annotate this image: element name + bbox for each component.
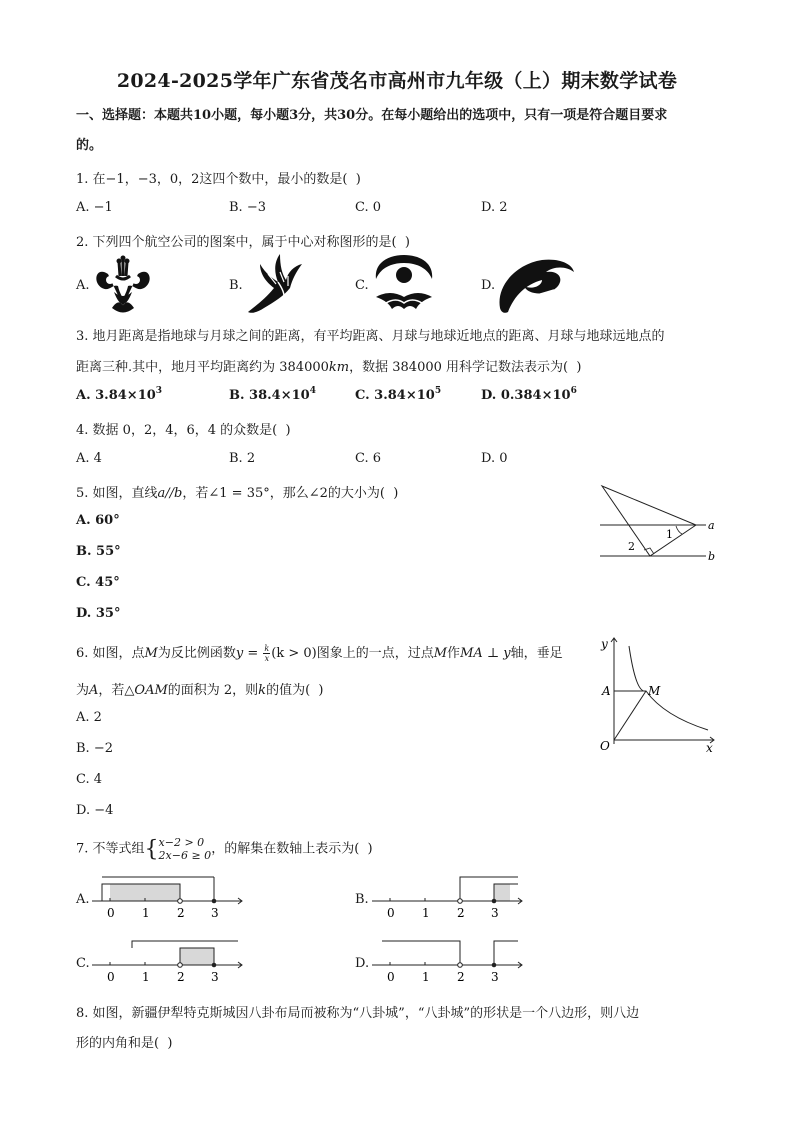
q5-stem	[76, 482, 398, 501]
q7-system: {	[144, 836, 159, 862]
q6-var-k: k	[258, 683, 267, 698]
q6-option-d[interactable]: D. −4	[76, 803, 114, 818]
q6-option-c[interactable]: C. 4	[76, 772, 103, 787]
tick-0: 0	[387, 906, 395, 920]
q6-var-y: y	[235, 646, 244, 661]
q5-option-a[interactable]: A. 60°	[76, 513, 120, 528]
triangle-ruler	[602, 486, 696, 556]
q6-var-m2: M	[433, 646, 448, 661]
q6-var-oam: OAM	[134, 683, 168, 698]
label-M: M	[648, 684, 661, 698]
q3-line1: 3. 地月距离是指地球与月球之间的距离，有平均距离、月球与地球近地点的距离、月球与地球远地点的	[76, 329, 665, 344]
q6-text-a: 6. 如图，点	[76, 646, 145, 661]
q7-ineq-2: 2x−6 ≥ 0	[158, 849, 212, 862]
label-y: y	[601, 637, 608, 651]
q3-option-b-base: B. 38.4×10	[229, 388, 310, 403]
q4-option-d[interactable]: D. 0	[481, 451, 508, 466]
q3-line2	[76, 356, 581, 375]
tick-3: 3	[491, 970, 499, 984]
q3-option-c-base: C. 3.84×10	[355, 388, 435, 403]
q5-option-b[interactable]: B. 55°	[76, 544, 121, 559]
section-instruction-line2: 的。	[76, 138, 103, 153]
q7-inequalities	[159, 836, 212, 862]
tick-1: 1	[422, 906, 430, 920]
q3-option-b-exp: 4	[309, 386, 316, 396]
q3-option-a[interactable]	[76, 388, 162, 403]
q3-option-c-exp: 5	[434, 386, 442, 396]
q6-fraction	[263, 644, 270, 663]
label-A: A	[602, 684, 611, 698]
q6-text-i: 的面积为 2，则	[167, 683, 259, 698]
numberline-d	[372, 938, 528, 984]
tick-3: 3	[211, 906, 219, 920]
q6-text-c: 图象上的一点，过点	[316, 646, 434, 661]
q6-text-f: 轴，垂足	[510, 646, 563, 661]
q3-option-a-exp: 3	[155, 386, 163, 396]
tick-1: 1	[142, 970, 150, 984]
q4-option-c[interactable]: C. 6	[355, 451, 382, 466]
logo-a-image	[90, 256, 156, 316]
q6-option-b[interactable]: B. −2	[76, 741, 113, 756]
q3-option-b[interactable]	[229, 388, 316, 403]
numberline-c	[92, 938, 248, 984]
q5-stem-b: ，若∠1 = 35°，那么∠2的大小为( )	[182, 486, 399, 501]
q3-option-d-exp: 6	[570, 386, 577, 396]
q7-option-d[interactable]: D.	[355, 956, 370, 971]
q4-option-a[interactable]: A. 4	[76, 451, 102, 466]
q7-option-c[interactable]: C.	[76, 956, 90, 971]
q2-option-b[interactable]: B.	[229, 278, 243, 293]
q3-option-d[interactable]	[481, 388, 577, 403]
q4-option-b[interactable]: B. 2	[229, 451, 256, 466]
q7-stem	[76, 836, 373, 862]
logo-b-image	[244, 252, 304, 318]
q5-figure	[596, 482, 720, 568]
q1-stem: 1. 在−1，−3，0，2这四个数中，最小的数是( )	[76, 172, 361, 187]
q3-option-d-base: D. 0.384×10	[481, 388, 571, 403]
q1-option-b[interactable]: B. −3	[229, 200, 266, 215]
tick-1: 1	[142, 906, 150, 920]
logo-d-image	[496, 256, 576, 316]
tick-1: 1	[422, 970, 430, 984]
hyperbola-curve	[629, 646, 708, 730]
q6-line2	[76, 679, 323, 698]
q6-text-g: 为	[76, 683, 90, 698]
q7-stem-b: ，的解集在数轴上表示为( )	[211, 841, 373, 857]
q2-option-a[interactable]: A.	[76, 278, 90, 293]
q3-option-c[interactable]	[355, 388, 441, 403]
q6-text-h: ，若△	[98, 683, 135, 698]
q6-var-a: A	[89, 683, 99, 698]
q5-option-c[interactable]: C. 45°	[76, 575, 120, 590]
q6-perp: ⊥	[482, 646, 504, 661]
tick-2: 2	[457, 906, 465, 920]
q1-option-c[interactable]: C. 0	[355, 200, 382, 215]
numberline-b	[372, 874, 528, 920]
numberline-a	[92, 874, 248, 920]
label-x: x	[706, 741, 713, 755]
q7-ineq-1: x−2 > 0	[158, 836, 205, 849]
angle-1-label: 1	[666, 528, 673, 541]
tick-0: 0	[387, 970, 395, 984]
tick-3: 3	[491, 906, 499, 920]
q3-unit: km	[328, 360, 350, 375]
q3-line2-a: 距离三种.其中，地月平均距离约为 384000	[76, 360, 329, 375]
label-O: O	[600, 739, 610, 753]
tick-2: 2	[177, 906, 185, 920]
q6-frac-den: x	[264, 654, 270, 663]
logo-c-image	[370, 253, 438, 315]
q5-stem-var: a//b	[157, 486, 183, 501]
q6-text-b: 为反比例函数	[157, 646, 236, 661]
q6-var-m: M	[144, 646, 158, 661]
q6-var-y2: y	[503, 646, 511, 661]
q3-option-a-base: A. 3.84×10	[76, 388, 156, 403]
q8-line1: 8. 如图，新疆伊犁特克斯城因八卦布局而被称为“八卦城”，“八卦城”的形状是一个八边形，则八边	[76, 1006, 640, 1021]
q5-stem-a: 5. 如图，直线	[76, 486, 158, 501]
q6-line1	[76, 642, 563, 663]
q7-stem-a: 7. 不等式组	[76, 841, 145, 857]
tick-0: 0	[107, 970, 115, 984]
q6-var-ma: MA	[460, 646, 483, 661]
tick-2: 2	[177, 970, 185, 984]
q4-stem: 4. 数据 0，2，4，6，4 的众数是( )	[76, 423, 291, 438]
q6-figure	[594, 632, 724, 756]
q2-option-c[interactable]: C.	[355, 278, 369, 293]
q1-option-d[interactable]: D. 2	[481, 200, 508, 215]
tick-2: 2	[457, 970, 465, 984]
label-a: a	[708, 519, 715, 532]
q8-line2: 形的内角和是( )	[76, 1036, 173, 1051]
section-instruction-line1: 一、选择题：本题共10小题，每小题3分，共30分。在每小题给出的选项中，只有一项是符合题目要求	[76, 108, 668, 123]
page-title: 2024-2025学年广东省茂名市高州市九年级（上）期末数学试卷	[116, 70, 678, 92]
q6-cond: (k > 0)	[271, 646, 317, 661]
q6-text-j: 的值为( )	[266, 683, 324, 698]
q6-frac-num: k	[264, 644, 270, 653]
angle-2-label: 2	[628, 540, 635, 553]
q6-option-a[interactable]: A. 2	[76, 710, 102, 725]
q2-stem: 2. 下列四个航空公司的图案中，属于中心对称图形的是( )	[76, 235, 410, 250]
tick-0: 0	[107, 906, 115, 920]
q1-option-a[interactable]: A. −1	[76, 200, 113, 215]
q6-text-d: 作	[447, 646, 461, 661]
q5-option-d[interactable]: D. 35°	[76, 606, 121, 621]
label-b: b	[708, 550, 716, 563]
q7-option-a[interactable]: A.	[76, 892, 90, 907]
q2-option-d[interactable]: D.	[481, 278, 496, 293]
q6-eq: =	[243, 646, 263, 661]
q7-option-b[interactable]: B.	[355, 892, 369, 907]
q3-line2-b: ，数据 384000 用科学记数法表示为( )	[349, 360, 582, 375]
tick-3: 3	[211, 970, 219, 984]
